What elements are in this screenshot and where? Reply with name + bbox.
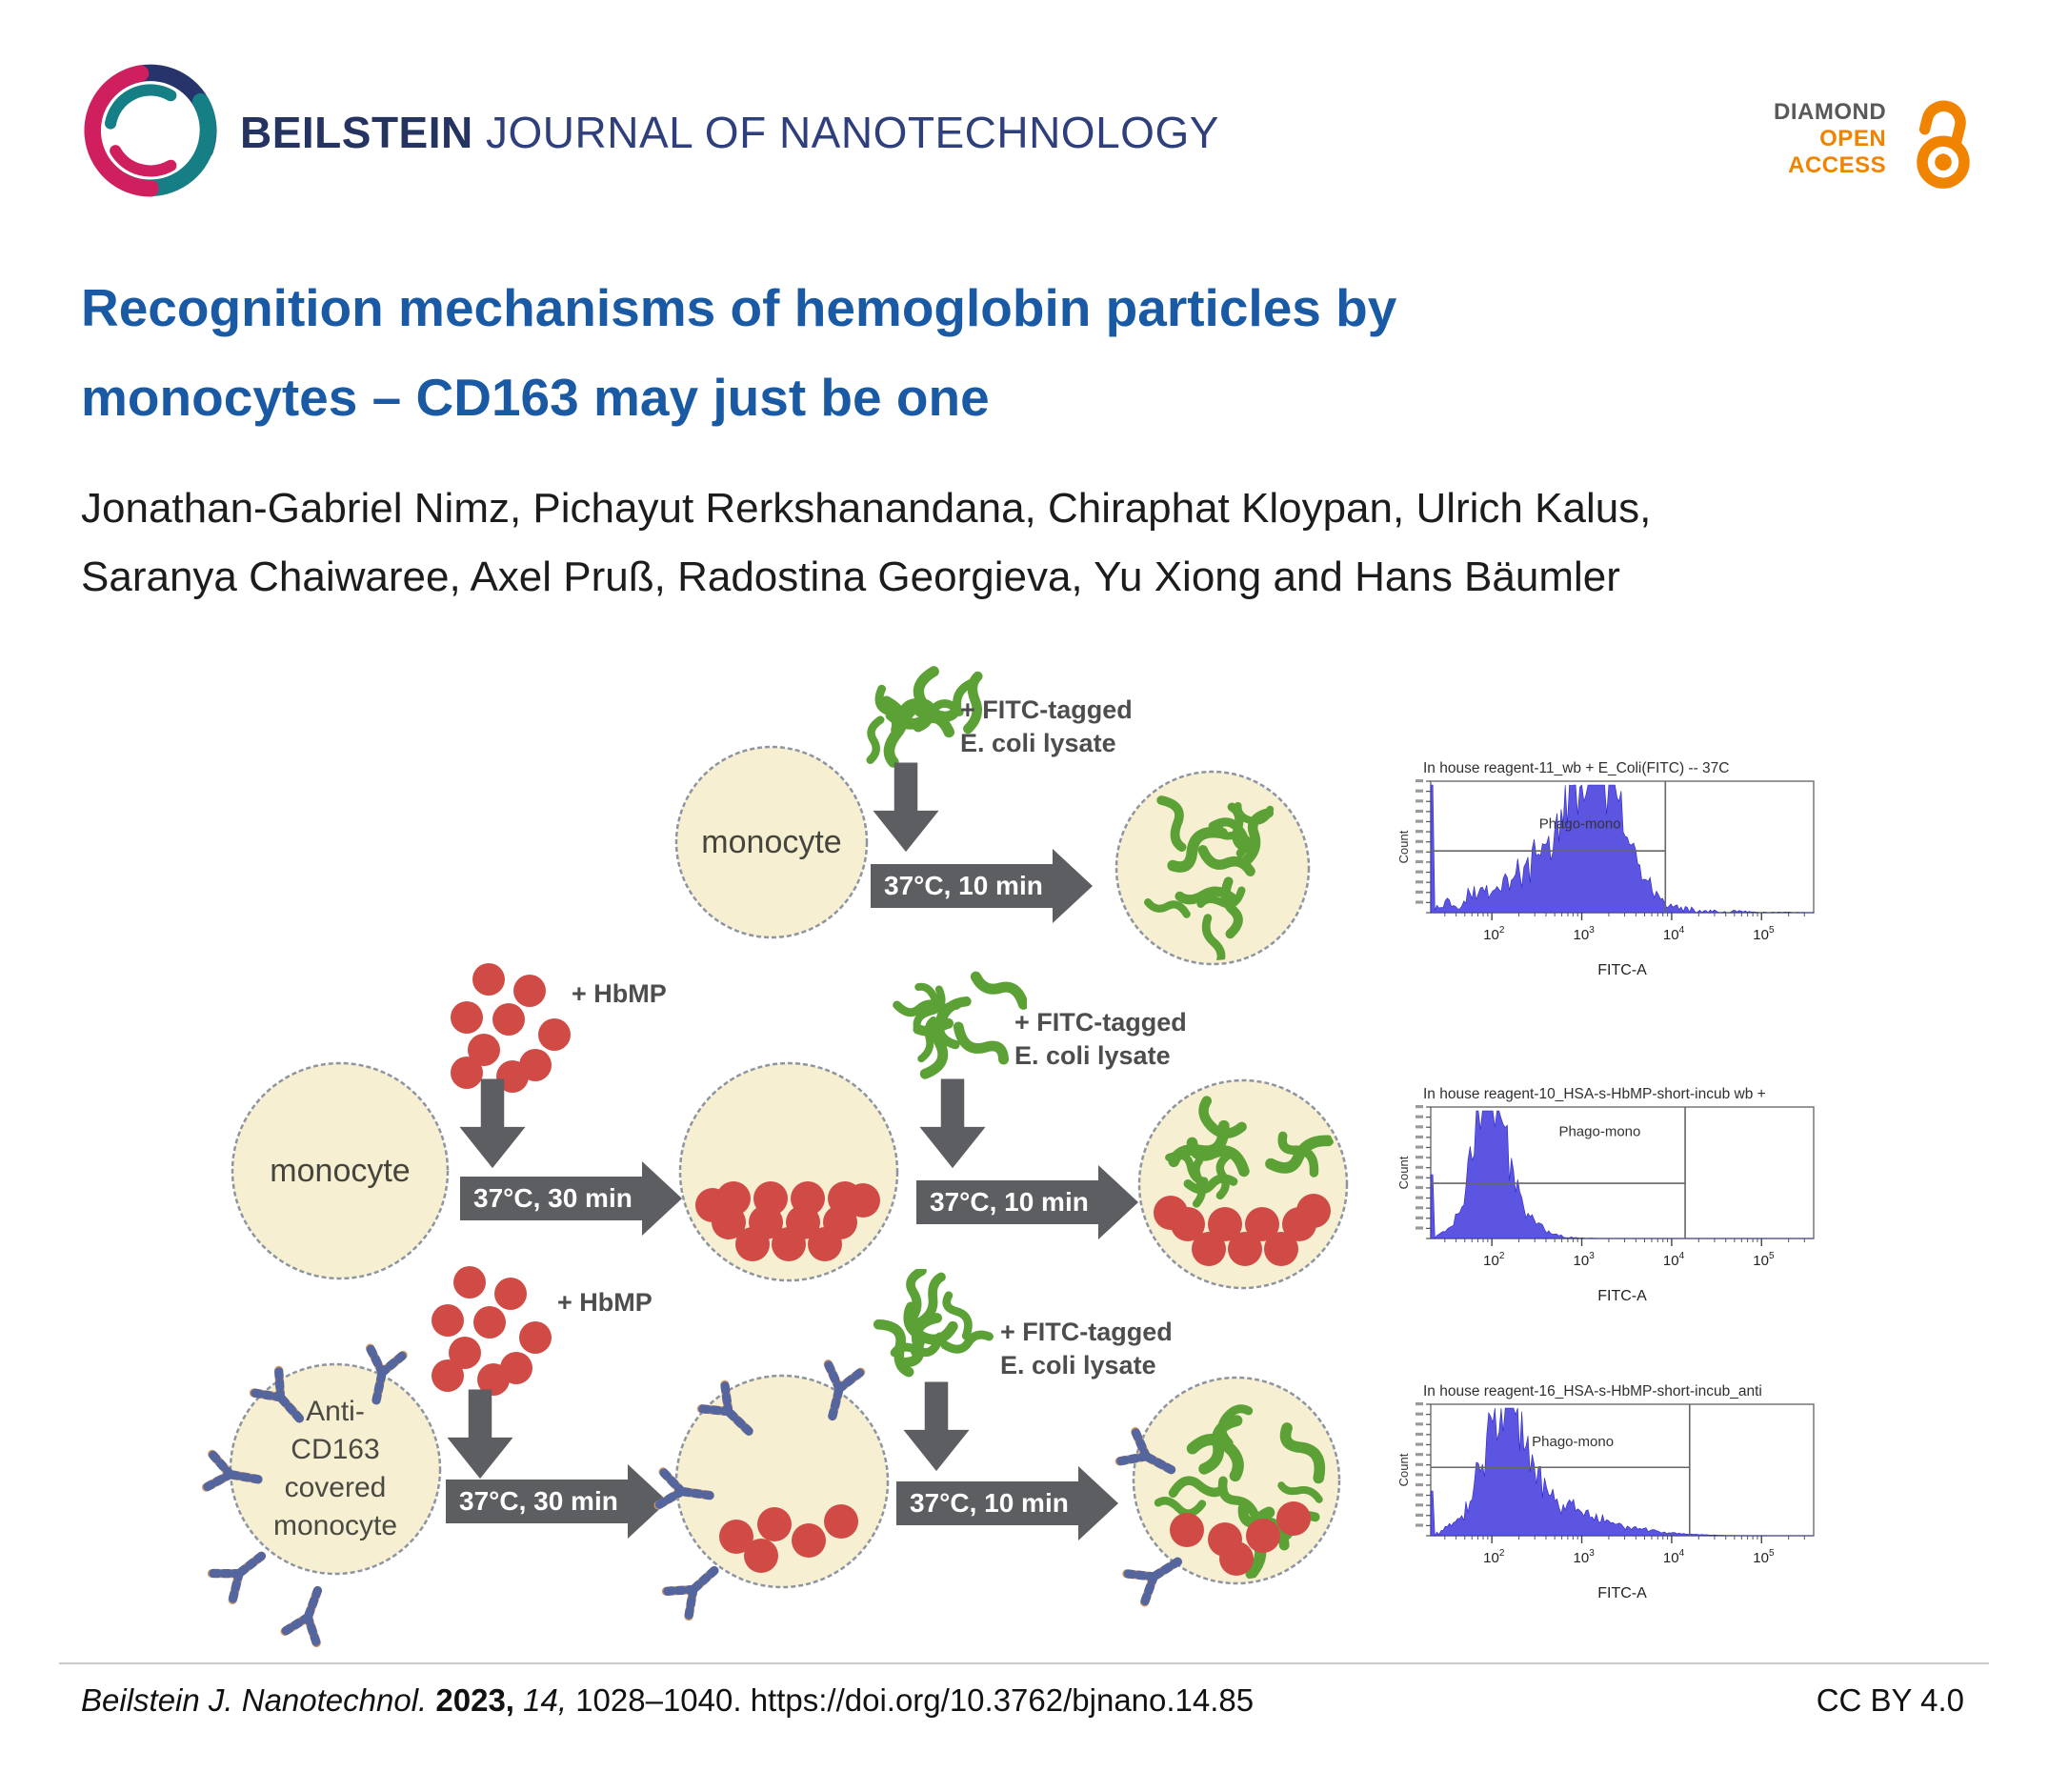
author-list (81, 474, 1651, 612)
flow-cytometry-histogram-1 (1396, 758, 1831, 979)
svg-text:Phago-mono: Phago-mono (1532, 1434, 1615, 1451)
flow-cytometry-histogram-3 (1396, 1381, 1831, 1602)
svg-text:In house reagent-16_HSA-s-HbMP: In house reagent-16_HSA-s-HbMP-short-incub_anti (1423, 1383, 1762, 1399)
svg-text:FITC-A: FITC-A (1597, 1585, 1647, 1601)
monocyte-label-row1: monocyte (701, 823, 842, 860)
incubation-arrow-row3b (896, 1464, 1118, 1542)
incubation-arrow-row2a (460, 1159, 682, 1238)
open-access-badge (1774, 84, 1985, 194)
svg-text:FITC-A: FITC-A (1597, 1288, 1647, 1304)
footer-divider (59, 1662, 1989, 1664)
citation-pages-doi: 1028–1040. https://doi.org/10.3762/bjnano.14.85 (575, 1682, 1255, 1718)
anti-cd163-label: Anti- CD163 covered monocyte (272, 1396, 398, 1541)
antibody-icon (637, 1458, 719, 1524)
journal-name-rest: JOURNAL OF NANOTECHNOLOGY (472, 108, 1219, 157)
incubation-arrow-label-row3a: 37°C, 30 min (446, 1480, 628, 1523)
badge-diamond-label: DIAMOND (1774, 99, 1887, 125)
svg-text:Count: Count (1396, 830, 1411, 864)
svg-text:103: $10^3$ (1573, 925, 1595, 943)
lysate-squiggles (896, 967, 1027, 1077)
open-access-badge-text (1774, 99, 1886, 179)
author-list-line1: Jonathan-Gabriel Nimz, Pichayut Rerkshanandana, Chiraphat Kloypan, Ulrich Kalus, (81, 485, 1652, 532)
antibody-icon (185, 1440, 268, 1509)
hbmp-particle-cluster-row3 (427, 1261, 560, 1402)
article-title-line2: monocytes – CD163 may just be one (81, 368, 990, 427)
fitc-label-row3: + FITC-tagged E. coli lysate (1000, 1318, 1173, 1379)
svg-text:105: $10^5$ (1753, 925, 1775, 943)
flow-cytometry-histogram-2 (1396, 1084, 1831, 1305)
svg-text:In house reagent-10_HSA-s-HbMP: In house reagent-10_HSA-s-HbMP-short-incub wb + (1423, 1086, 1766, 1102)
badge-access-label: ACCESS (1788, 152, 1887, 178)
journal-name (240, 107, 1219, 158)
svg-text:102: $10^2$ (1483, 1548, 1505, 1566)
article-title-line1: Recognition mechanisms of hemoglobin particles by (81, 278, 1397, 337)
svg-text:105: $10^5$ (1753, 1548, 1775, 1566)
svg-text:103: $10^3$ (1573, 1548, 1595, 1566)
arrow-head-icon (1078, 1466, 1118, 1540)
license-badge: CC BY 4.0 (1816, 1682, 1964, 1718)
add-arrow-down-icon-row2a (458, 1078, 527, 1170)
citation (81, 1682, 1254, 1719)
svg-text:Count: Count (1396, 1156, 1411, 1190)
arrow-head-icon (1098, 1165, 1138, 1239)
hbmp-label-row3: + HbMP (557, 1288, 653, 1317)
lysate-squiggles (878, 1270, 989, 1374)
incubation-arrow-row1 (871, 847, 1093, 925)
svg-text:Phago-mono: Phago-mono (1558, 1123, 1641, 1140)
open-access-lock-icon (1901, 84, 1985, 194)
monocyte-cell-row1 (673, 743, 871, 941)
svg-text:105: $10^5$ (1753, 1251, 1775, 1269)
incubation-arrow-label-row2b: 37°C, 10 min (916, 1180, 1098, 1224)
add-arrow-down-icon-row2b (918, 1078, 987, 1170)
journal-name-bold: BEILSTEIN (240, 108, 473, 157)
badge-open-label: OPEN (1819, 126, 1887, 151)
incubation-arrow-label-row3b: 37°C, 10 min (896, 1481, 1078, 1525)
incubation-arrow-label-row2a: 37°C, 30 min (460, 1177, 642, 1220)
svg-text:104: $10^4$ (1662, 925, 1685, 943)
monocyte-hbmp-lysate-cell-row2 (1135, 1077, 1351, 1292)
svg-text:104: $10^4$ (1662, 1251, 1685, 1269)
arrow-head-icon (1053, 849, 1093, 923)
add-arrow-down-icon-row3b (902, 1379, 971, 1475)
citation-year: 2023, (435, 1682, 524, 1718)
citation-volume: 14, (523, 1682, 576, 1718)
antibody-icon (267, 1576, 346, 1665)
article-title (81, 263, 1396, 442)
monocyte-label-row2: monocyte (270, 1152, 411, 1189)
incubation-arrow-row3a (446, 1462, 668, 1540)
ecoli-lysate-cluster-row2 (884, 967, 1027, 1081)
monocyte-cell-row2 (229, 1059, 452, 1282)
fitc-label-row2: + FITC-tagged E. coli lysate (1014, 1008, 1187, 1070)
svg-text:103: $10^3$ (1573, 1251, 1595, 1269)
add-arrow-down-icon-row1 (872, 762, 940, 854)
beilstein-logo-icon (78, 55, 223, 206)
svg-text:In house reagent-11_wb + E_Col: In house reagent-11_wb + E_Coli(FITC) -- 37C (1423, 760, 1730, 776)
svg-text:Count: Count (1396, 1453, 1411, 1487)
ecoli-lysate-cluster-row3 (872, 1269, 1014, 1383)
svg-text:104: $10^4$ (1662, 1548, 1685, 1566)
svg-text:102: $10^2$ (1483, 1251, 1505, 1269)
citation-journal: Beilstein J. Nanotechnol. (81, 1682, 436, 1718)
svg-text:102: $10^2$ (1483, 925, 1505, 943)
incubation-arrow-row2b (916, 1163, 1138, 1241)
fitc-label-row1: + FITC-tagged E. coli lysate (960, 695, 1133, 757)
incubation-arrow-label-row1: 37°C, 10 min (871, 864, 1053, 908)
monocyte-with-lysate-cell-row1 (1113, 768, 1313, 968)
svg-text:Phago-mono: Phago-mono (1538, 815, 1621, 833)
monocyte-with-hbmp-cell-row2 (676, 1059, 901, 1284)
hbmp-label-row2: + HbMP (572, 979, 667, 1008)
author-list-line2: Saranya Chaiwaree, Axel Pruß, Radostina Georgieva, Yu Xiong and Hans Bäumler (81, 554, 1620, 600)
svg-text:FITC-A: FITC-A (1597, 962, 1647, 978)
